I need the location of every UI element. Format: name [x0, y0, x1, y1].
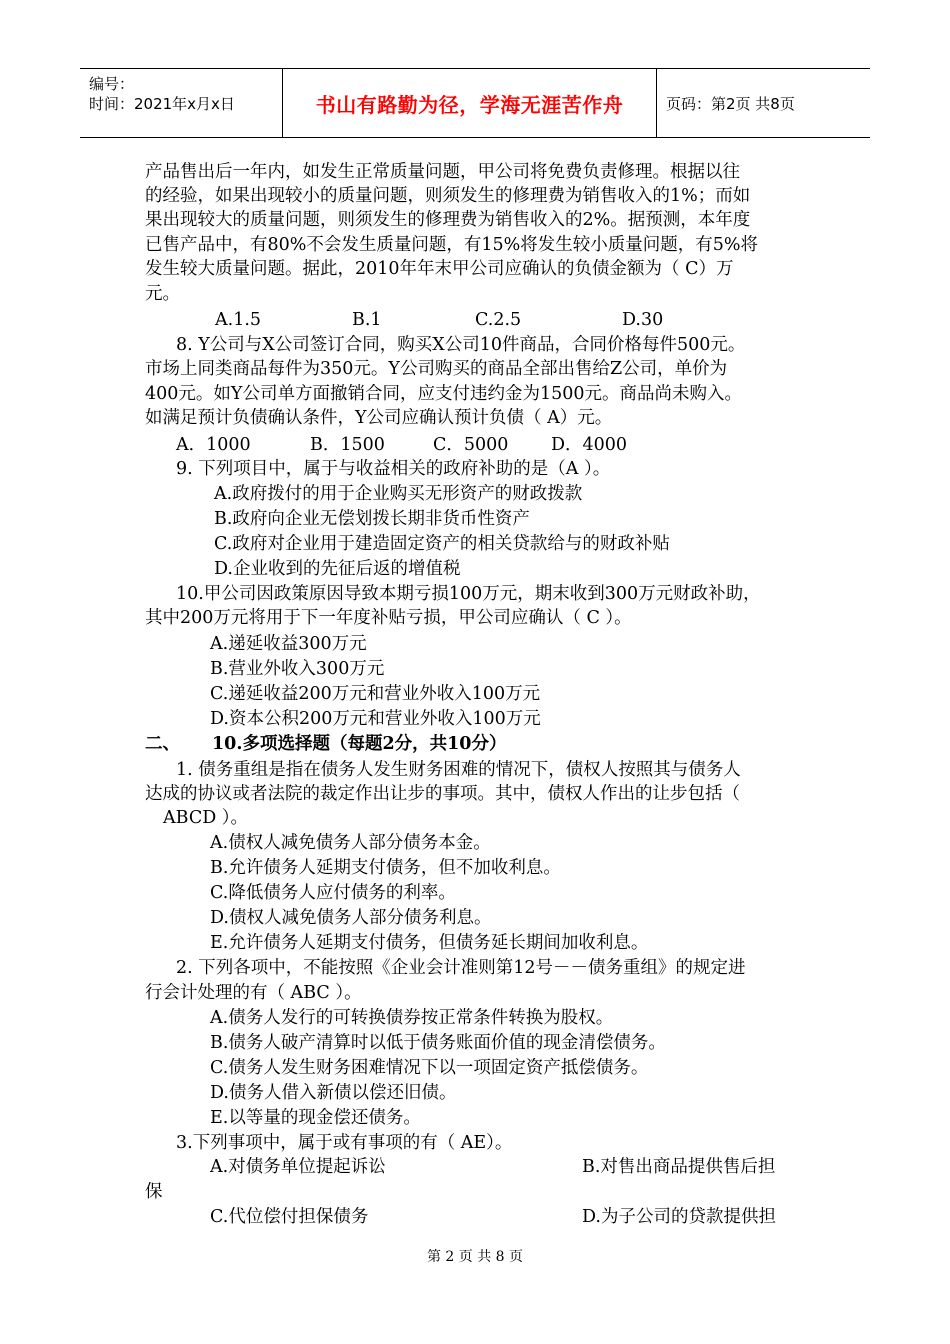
option-b: B.1 — [352, 310, 382, 330]
text-line: 发生较大质量问题。据此，2010年年末甲公司应确认的负债金额为（ C）万 — [145, 259, 734, 279]
section-title: 10.多项选择题（每题2分，共10分） — [212, 734, 507, 754]
option-b: B.对售出商品提供售后担 — [582, 1157, 776, 1177]
option-a: A.债权人减免债务人部分债务本金。 — [210, 833, 491, 853]
question-10: 10.甲公司因政策原因导致本期亏损100万元，期末收到300万元财政补助， — [176, 584, 761, 604]
text-line: 市场上同类商品每件为350元。Y公司购买的商品全部出售给Z公司，单价为 — [145, 359, 728, 379]
option-a: A.政府拨付的用于企业购买无形资产的财政拨款 — [214, 484, 583, 504]
option-c: C．5000 — [433, 435, 509, 455]
option-b: B.政府向企业无偿划拨长期非货币性资产 — [214, 509, 530, 529]
option-d: D.30 — [622, 310, 664, 330]
option-c: C.2.5 — [475, 310, 522, 330]
text-line: 达成的协议或者法院的裁定作出让步的事项。其中，债权人作出的让步包括（ — [145, 784, 740, 804]
section-number: 二、 — [145, 734, 180, 754]
option-c: C.政府对企业用于建造固定资产的相关贷款给与的财政补贴 — [214, 534, 670, 554]
text-line: 的经验，如果出现较小的质量问题，则须发生的修理费为销售收入的1%；而如 — [145, 186, 751, 206]
page-footer: 第 2 页 共 8 页 — [426, 1249, 524, 1265]
option-c: C.代位偿付担保债务 — [210, 1207, 369, 1227]
option-e: E.以等量的现金偿还债务。 — [210, 1108, 421, 1128]
text-line: 其中200万元将用于下一年度补贴亏损，甲公司应确认（ C ）。 — [145, 608, 632, 628]
option-c: C.债务人发生财务困难情况下以一项固定资产抵偿债务。 — [210, 1058, 649, 1078]
option-b: B.营业外收入300万元 — [210, 659, 385, 679]
text-line: 行会计处理的有（ ABC ）。 — [145, 983, 362, 1003]
header-page-info: 页码：第2页 共8页 — [666, 94, 795, 113]
text-line: ABCD ）。 — [163, 808, 249, 828]
header-meta-cell — [80, 69, 283, 137]
option-d: D.资本公积200万元和营业外收入100万元 — [210, 709, 541, 729]
option-e: E.允许债务人延期支付债务，但债务延长期间加收利息。 — [210, 933, 649, 953]
text-line: 产品售出后一年内，如发生正常质量问题，甲公司将免费负责修理。根据以往 — [145, 162, 740, 182]
question-8: 8. Y公司与X公司签订合同，购买X公司10件商品，合同价格每件500元。 — [176, 335, 746, 355]
option-a: A．1000 — [176, 435, 251, 455]
question-3: 3.下列事项中，属于或有事项的有（ AE）。 — [176, 1133, 513, 1153]
option-a: A.递延收益300万元 — [210, 634, 367, 654]
option-c: C.降低债务人应付债务的利率。 — [210, 883, 456, 903]
option-b: B．1500 — [310, 435, 385, 455]
option-c: C.递延收益200万元和营业外收入100万元 — [210, 684, 541, 704]
question-9: 9. 下列项目中，属于与收益相关的政府补助的是（A ）。 — [176, 459, 611, 479]
option-a: A.对债务单位提起诉讼 — [210, 1157, 386, 1177]
option-a: A.1.5 — [215, 310, 262, 330]
text-line: 已售产品中，有80%不会发生质量问题，有15%将发生较小质量问题，有5%将 — [145, 235, 759, 255]
header-time-label: 时间：2021年x月x日 — [89, 95, 235, 113]
option-a: A.债务人发行的可转换债券按正常条件转换为股权。 — [210, 1008, 614, 1028]
option-b: B.债务人破产清算时以低于债务账面价值的现金清偿债务。 — [210, 1033, 666, 1053]
option-d: D.为子公司的贷款提供担 — [582, 1207, 776, 1227]
text-line: 400元。如Y公司单方面撤销合同，应支付违约金为1500元。商品尚未购入。 — [145, 384, 742, 404]
text-line: 元。 — [145, 284, 180, 304]
text-line: 保 — [145, 1182, 163, 1202]
option-d: D.债务人借入新债以偿还旧债。 — [210, 1083, 457, 1103]
header-number-label: 编号： — [89, 75, 135, 93]
header-motto: 书山有路勤为径，学海无涯苦作舟 — [283, 69, 657, 137]
option-b: B.允许债务人延期支付债务，但不加收利息。 — [210, 858, 561, 878]
option-d: D.企业收到的先征后返的增值税 — [214, 559, 461, 579]
question-2: 2. 下列各项中，不能按照《企业会计准则第12号－－债务重组》的规定进 — [176, 958, 746, 978]
text-line: 果出现较大的质量问题，则须发生的修理费为销售收入的2%。据预测，本年度 — [145, 210, 751, 230]
option-d: D.债权人减免债务人部分债务利息。 — [210, 908, 492, 928]
question-1: 1. 债务重组是指在债务人发生财务困难的情况下，债权人按照其与债务人 — [176, 760, 741, 780]
text-line: 如满足预计负债确认条件，Y公司应确认预计负债（ A）元。 — [145, 408, 613, 428]
option-d: D．4000 — [551, 435, 628, 455]
page-header — [80, 68, 870, 138]
